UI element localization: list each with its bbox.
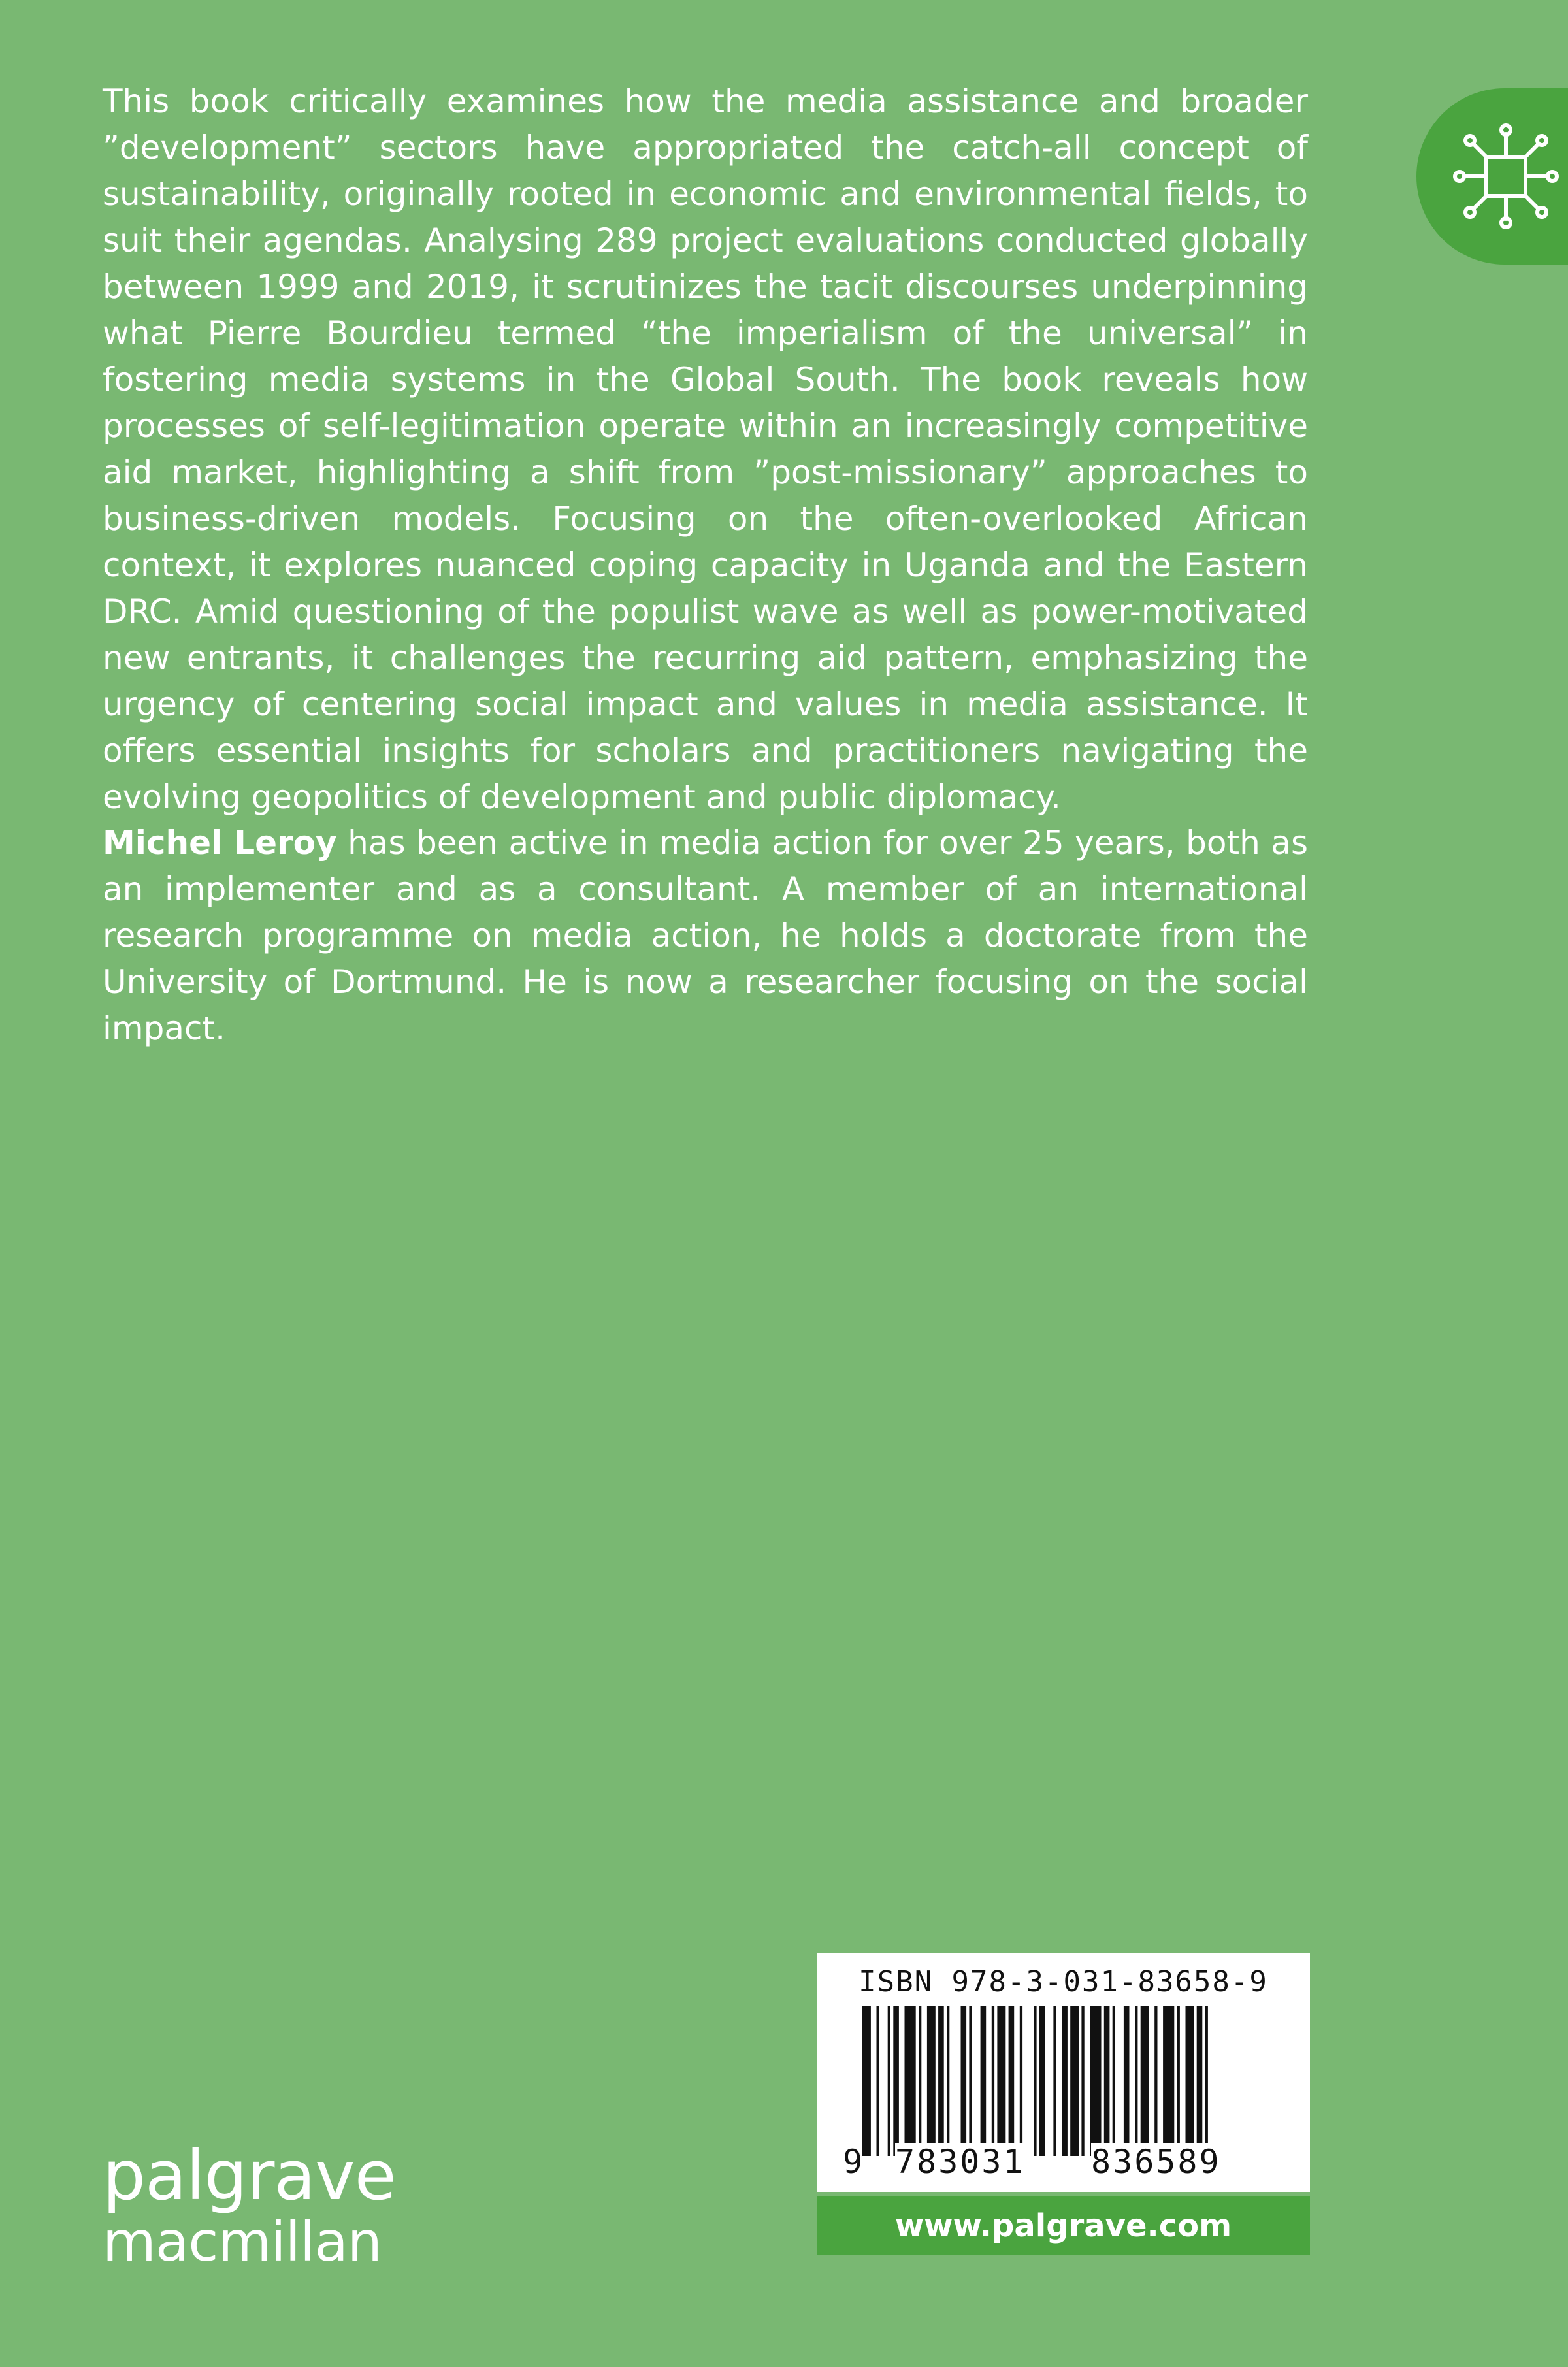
network-node-icon: [1450, 121, 1561, 232]
barcode-bar: [905, 2006, 916, 2156]
barcode-bar: [1163, 2006, 1174, 2156]
barcode-bar: [1070, 2006, 1079, 2156]
barcode-bar: [1062, 2006, 1068, 2156]
barcode-bar: [1177, 2006, 1180, 2156]
barcode-bar: [981, 2006, 987, 2156]
barcode-bar: [1009, 2006, 1015, 2156]
barcode-bar: [961, 2006, 967, 2156]
isbn-barcode: [817, 1953, 1310, 2192]
barcode-bar: [969, 2006, 972, 2156]
publisher-logo-line2: macmillan: [103, 2210, 382, 2274]
publisher-url: www.palgrave.com: [817, 2196, 1310, 2255]
barcode-digit-group-left: 783031: [895, 2143, 1025, 2181]
barcode-bar: [927, 2006, 936, 2156]
isbn-label: ISBN 978-3-031-83658-9: [858, 1965, 1268, 1999]
barcode-bar: [997, 2006, 1005, 2156]
barcode-bar: [893, 2006, 899, 2156]
publisher-logo-line1: palgrave: [103, 2136, 396, 2215]
barcode-bar: [1020, 2006, 1022, 2156]
author-bio: [103, 820, 1308, 1052]
barcode-bar: [888, 2006, 890, 2156]
barcode-bar: [1113, 2006, 1115, 2156]
barcode-bar: [862, 2006, 871, 2156]
series-tab: [1416, 88, 1568, 265]
barcode-bar: [1197, 2006, 1203, 2156]
barcode-bar: [1034, 2006, 1036, 2156]
barcode-digit-group-right: 836589: [1091, 2143, 1221, 2181]
barcode-bar: [1039, 2006, 1045, 2156]
barcode-bar: [1081, 2006, 1084, 2156]
barcode-digit-first: 9: [843, 2143, 863, 2181]
barcode-bar: [877, 2006, 879, 2156]
publisher-logo: [103, 2136, 396, 2274]
barcode-bar: [919, 2006, 921, 2156]
barcode-bar: [938, 2006, 944, 2156]
barcode-bar: [1053, 2006, 1056, 2156]
barcode-bar: [1205, 2006, 1208, 2156]
barcode-bar: [1141, 2006, 1149, 2156]
author-bio-text: has been active in media action for over 25 years, both as an implementer and as a consultant. A member of an international research programme on media action, he holds a doctorate from the University of Dortmund. He is now a researcher focusing on the social impact.: [103, 824, 1308, 1047]
barcode-digits: [817, 2143, 1310, 2182]
barcode-bars: [862, 2006, 1264, 2156]
barcode-bar: [1124, 2006, 1130, 2156]
barcode-bar: [947, 2006, 949, 2156]
barcode-bar: [992, 2006, 994, 2156]
author-name: Michel Leroy: [103, 824, 337, 862]
barcode-bar: [1154, 2006, 1157, 2156]
barcode-bar: [1186, 2006, 1194, 2156]
barcode-bar: [1090, 2006, 1101, 2156]
barcode-bar: [1135, 2006, 1137, 2156]
book-blurb: This book critically examines how the media assistance and broader ”development” sectors have appropriated the catch-all concept of sustainability, originally rooted in economic and environmental fields, to suit their agendas. Analysing 289 project evaluations conducted globally between 1999 and 2019, it scrutinizes the tacit discourses underpinning what Pierre Bourdieu termed “the imperialism of the universal” in fostering media systems in the Global South. The book reveals how processes of self-legitimation operate within an increasingly competitive aid market, highlighting a shift from ”post-missionary” approaches to business-driven models. Focusing on the often-overlooked African context, it explores nuanced coping capacity in Uganda and the Eastern DRC. Amid questioning of the populist wave as well as power-motivated new entrants, it challenges the recurring aid pattern, emphasizing the urgency of centering social impact and values in media assistance. It offers essential insights for scholars and practitioners navigating the evolving geopolitics of development and public diplomacy.: [103, 82, 1308, 816]
barcode-bar: [1104, 2006, 1110, 2156]
